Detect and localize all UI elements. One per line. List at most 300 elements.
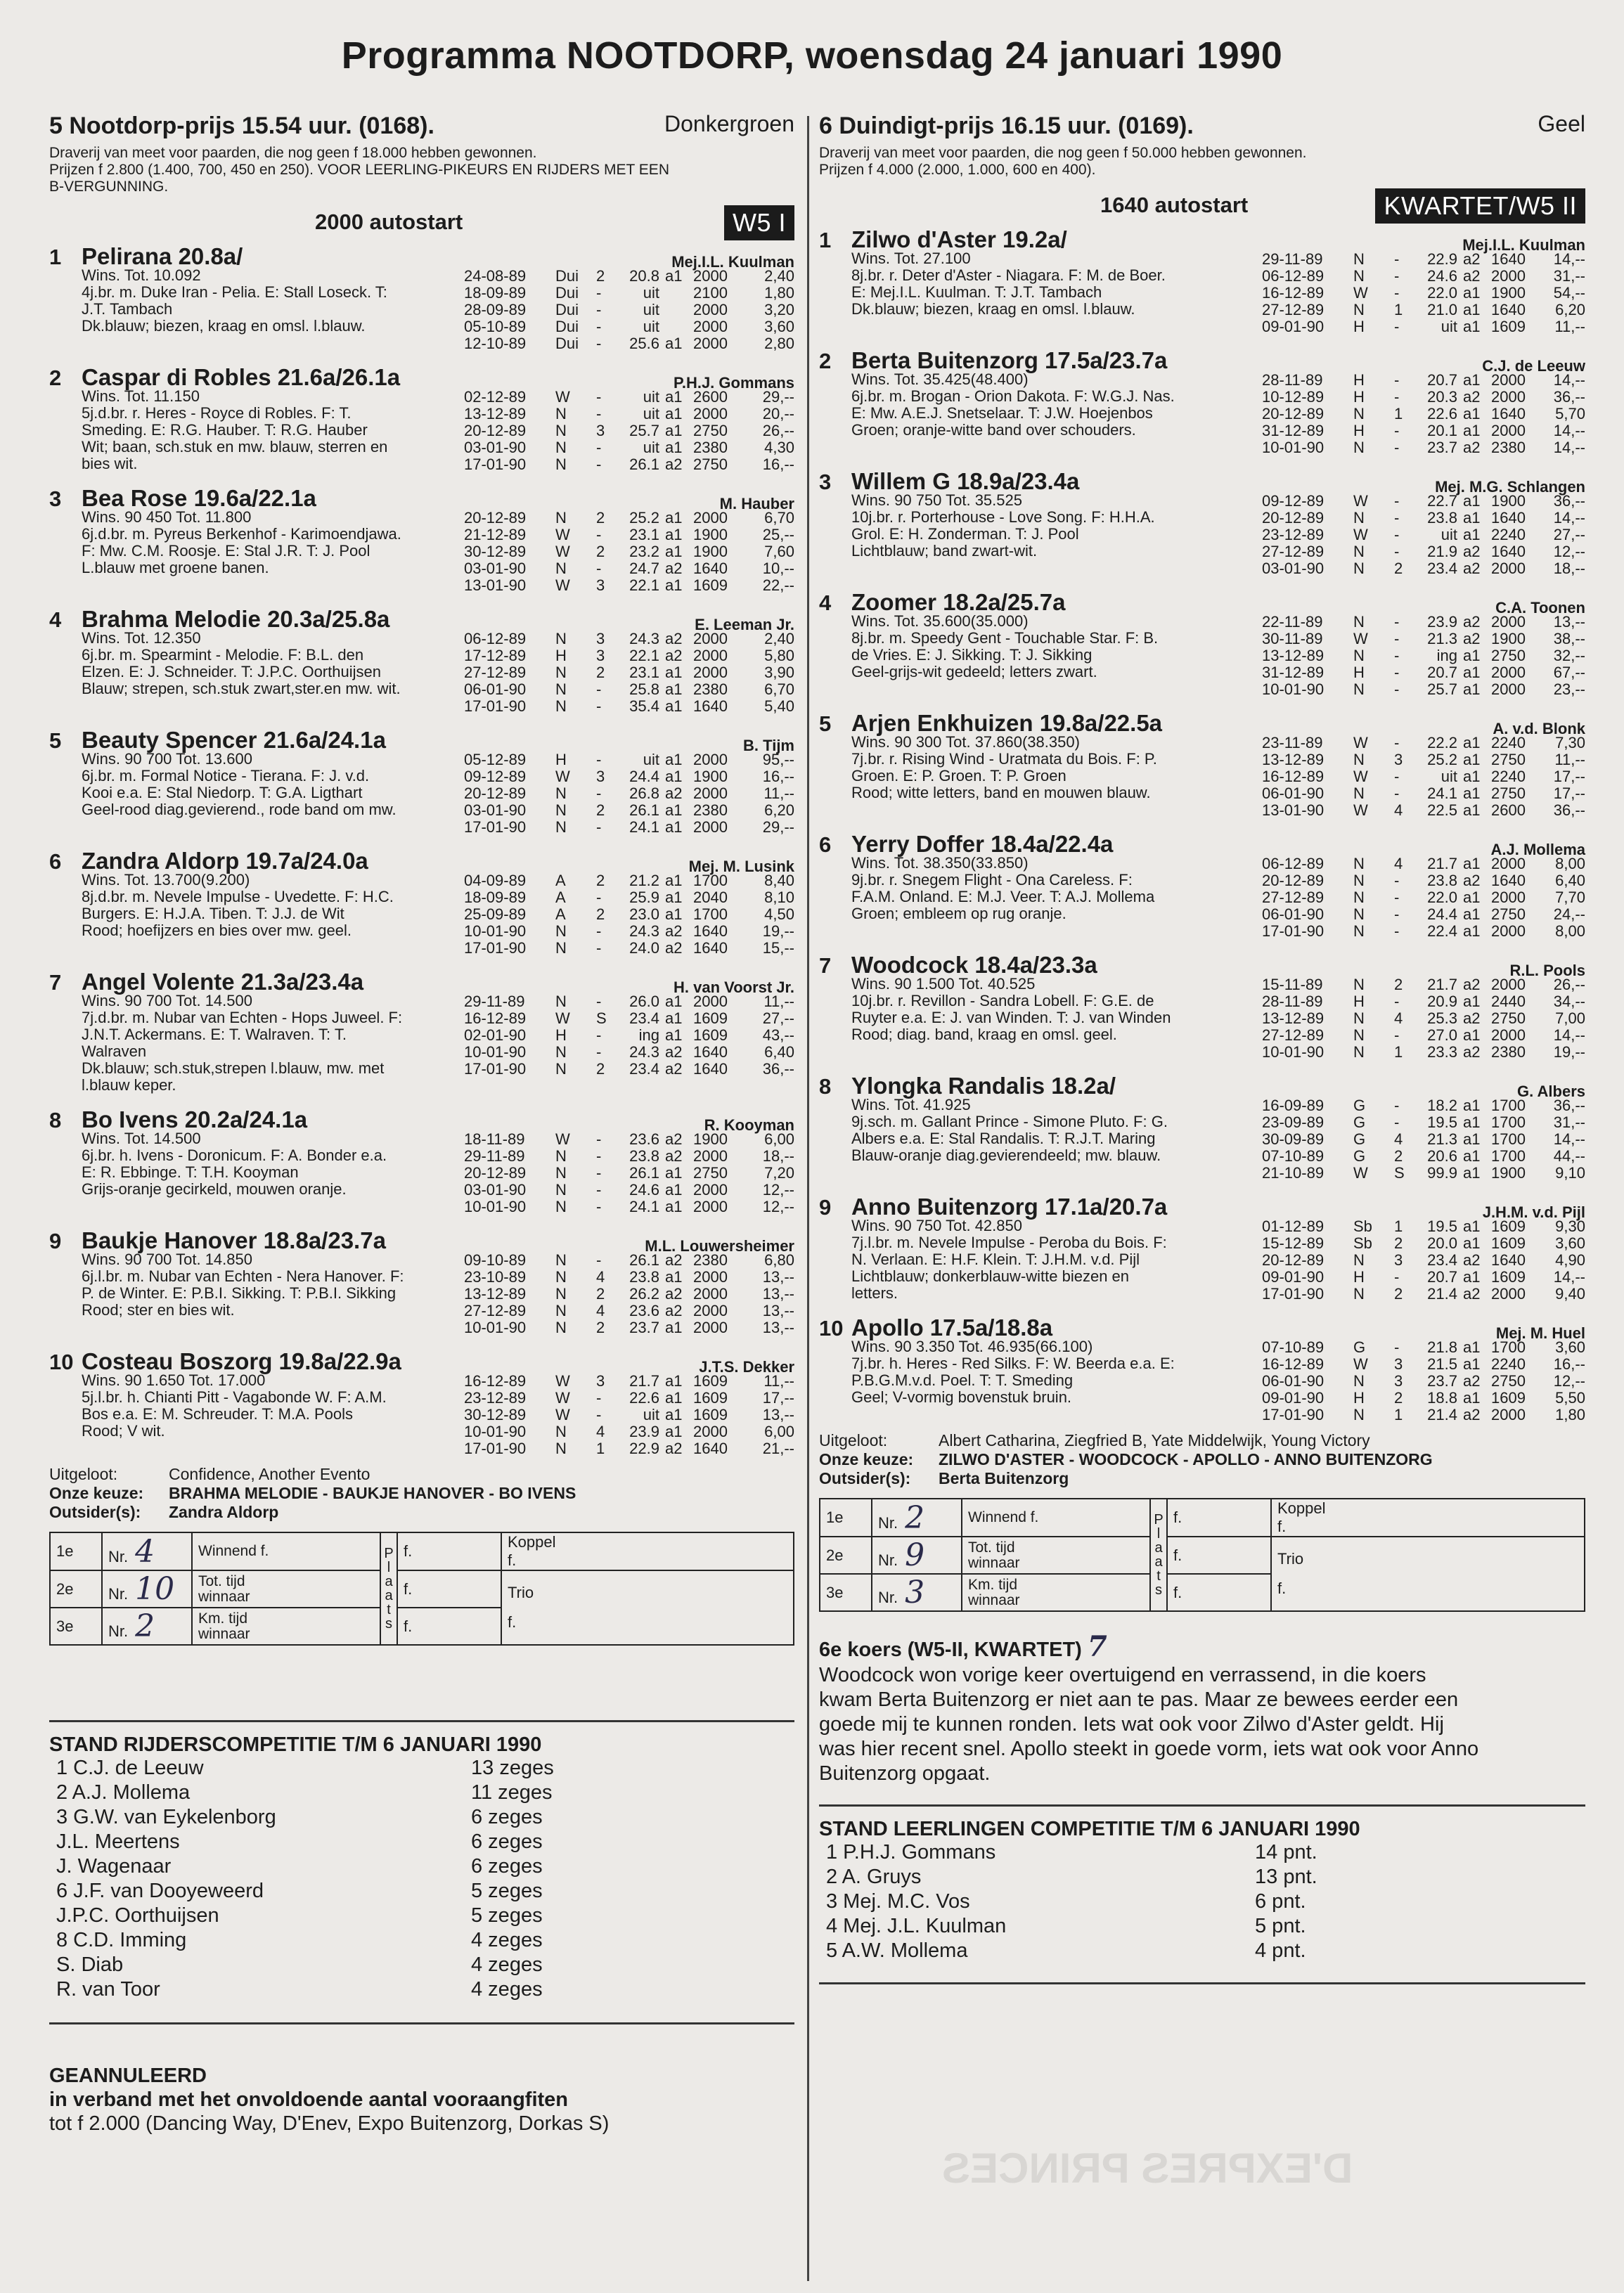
horse-desc-line: 7j.br. r. Rising Wind - Uratmata du Bois. F: P. (851, 751, 1157, 768)
perf-start: a2 (665, 456, 683, 473)
perf-place: 2 (596, 872, 605, 889)
perf-time: 21.0 (1427, 301, 1457, 318)
horse-description (851, 855, 1245, 922)
horse-name: Zandra Aldorp 19.7a/24.0a (82, 848, 368, 874)
perf-distance: 2380 (693, 1251, 728, 1269)
koppel-amount: f. (1277, 1518, 1287, 1535)
perf-odds: 17,-- (1553, 768, 1585, 785)
horse-desc-line: l.blauw keper. (82, 1077, 176, 1094)
result-label-cell (192, 1570, 380, 1608)
perf-place: 2 (1394, 976, 1403, 993)
perf-place: 2 (1394, 560, 1403, 577)
perf-distance: 2750 (1491, 1009, 1526, 1027)
perf-start: a1 (1463, 647, 1481, 664)
perf-track: N (1353, 1043, 1365, 1061)
horse-driver: Mej. M.G. Schlangen (1435, 478, 1585, 496)
perf-start: a2 (665, 630, 683, 647)
race-distance: 2000 autostart (315, 209, 463, 234)
trio-label: Trio (508, 1584, 534, 1601)
performance-row (464, 526, 794, 543)
performance-row (464, 267, 794, 284)
perf-track: N (1353, 301, 1365, 318)
perf-start: a1 (665, 526, 683, 543)
horse-description (82, 509, 475, 576)
perf-track: N (1353, 267, 1365, 285)
perf-place: - (596, 784, 602, 802)
perf-place: - (596, 456, 602, 473)
perf-odds: 5,70 (1555, 405, 1585, 422)
horse-desc-line: F: Mw. C.M. Roosje. E: Stal J.R. T: J. Pool (82, 543, 370, 560)
performance-row (464, 697, 794, 714)
perf-place: - (1394, 922, 1400, 940)
perf-odds: 2,80 (764, 335, 794, 352)
perf-time: 19.5 (1427, 1217, 1457, 1235)
performance-row (1262, 613, 1585, 630)
perf-place: 1 (1394, 1406, 1403, 1423)
perf-track: W (555, 543, 570, 560)
perf-start: a2 (1463, 613, 1481, 631)
perf-start: a1 (1463, 422, 1481, 439)
perf-track: N (555, 664, 567, 681)
horse-entry (49, 239, 794, 353)
performance-row (464, 439, 794, 456)
perf-date: 13-12-89 (464, 405, 527, 422)
result-table-wrap (819, 1498, 1585, 1612)
performance-table (464, 1372, 794, 1456)
horse-name: Apollo 17.5a/18.8a (851, 1315, 1053, 1341)
horse-body (49, 630, 794, 716)
race-title: 5 Nootdorp-prijs 15.54 uur. (0168). (49, 112, 434, 139)
geannuleerd-reason: in verband met het onvoldoende aantal vooraangfiten (49, 2088, 568, 2111)
stand-name: 1 P.H.J. Gommans (826, 1841, 996, 1864)
perf-track: Dui (555, 301, 579, 318)
horse-description (82, 751, 475, 818)
perf-date: 16-12-89 (1262, 768, 1325, 785)
perf-track: H (1353, 371, 1365, 389)
perf-track: Dui (555, 335, 579, 352)
perf-place: 3 (596, 630, 605, 647)
perf-track: N (555, 405, 567, 422)
perf-date: 20-12-89 (464, 509, 527, 527)
perf-time: 25.3 (1427, 1009, 1457, 1027)
perf-start: a1 (1463, 855, 1481, 872)
perf-date: 13-12-89 (1262, 1009, 1325, 1027)
horse-number: 6 (49, 849, 62, 874)
perf-track: N (1353, 647, 1365, 664)
horse-driver: R. Kooyman (704, 1116, 794, 1134)
performance-row (1262, 1389, 1585, 1406)
perf-distance: 1700 (1491, 1147, 1526, 1165)
stand-row (49, 1929, 794, 1953)
horse-description (82, 872, 475, 939)
preview-line: kwam Berta Buitenzorg er niet aan te pas. Maar ze bewees eerder een (819, 1688, 1459, 1711)
perf-time: 24.4 (1427, 905, 1457, 923)
performance-row (464, 422, 794, 439)
perf-place: - (596, 818, 602, 836)
perf-start: a1 (665, 889, 683, 906)
horse-description (82, 1130, 475, 1198)
perf-odds: 23,-- (1553, 680, 1585, 698)
perf-place: - (596, 335, 602, 352)
perf-track: W (555, 526, 570, 543)
perf-odds: 1,80 (764, 284, 794, 302)
perf-track: N (1353, 1372, 1365, 1390)
perf-track: N (1353, 872, 1365, 889)
perf-distance: 1609 (1491, 1234, 1526, 1252)
perf-odds: 7,30 (1555, 734, 1585, 751)
perf-time: 24.3 (629, 922, 659, 940)
perf-date: 06-12-89 (1262, 855, 1325, 872)
perf-time: 25.6 (629, 335, 659, 352)
perf-track: N (1353, 889, 1365, 906)
perf-track: N (555, 1285, 567, 1303)
performance-row (1262, 751, 1585, 768)
perf-distance: 2000 (693, 1423, 728, 1440)
stand-name: J.L. Meertens (56, 1830, 180, 1853)
handwritten-number: 9 (905, 1537, 925, 1573)
horse-description (82, 267, 475, 335)
perf-distance: 1609 (693, 1406, 728, 1423)
perf-track: N (555, 1423, 567, 1440)
horse-desc-line: 6j.l.br. m. Nubar van Echten - Nera Hanover. F: (82, 1268, 404, 1285)
performance-row (464, 818, 794, 835)
performance-row (1262, 388, 1585, 405)
performance-row (464, 1268, 794, 1285)
performance-row (464, 1164, 794, 1181)
perf-distance: 2240 (1491, 526, 1526, 543)
stand-rijders-list (49, 1757, 794, 2003)
horse-description (851, 976, 1245, 1043)
perf-date: 13-12-89 (1262, 647, 1325, 664)
perf-date: 13-01-90 (464, 576, 527, 594)
stand-name: 6 J.F. van Dooyeweerd (56, 1880, 264, 1902)
perf-date: 23-12-89 (1262, 526, 1325, 543)
horse-body (49, 1372, 794, 1458)
perf-distance: 1640 (693, 922, 728, 940)
perf-track: A (555, 905, 566, 923)
perf-time: 23.4 (1427, 560, 1457, 577)
horse-desc-line: Wins. 90 750 Tot. 35.525 (851, 492, 1022, 509)
perf-track: N (555, 1147, 567, 1165)
perf-date: 25-09-89 (464, 905, 527, 923)
performance-row (464, 509, 794, 526)
perf-place: 2 (596, 509, 605, 527)
perf-track: N (555, 939, 567, 957)
perf-start: a1 (1463, 905, 1481, 923)
stand-row (819, 1915, 1585, 1939)
performance-row (464, 543, 794, 560)
performance-row (1262, 993, 1585, 1009)
perf-date: 17-01-90 (464, 1060, 527, 1078)
perf-odds: 11,-- (1554, 318, 1585, 335)
perf-track: N (555, 439, 567, 456)
performance-row (464, 922, 794, 939)
perf-date: 16-12-89 (464, 1009, 527, 1027)
perf-start: a1 (665, 905, 683, 923)
performance-row (464, 1026, 794, 1043)
perf-track: N (1353, 613, 1365, 631)
plaats-letter: l (1156, 1526, 1161, 1542)
perf-odds: 43,-- (762, 1026, 794, 1044)
horse-desc-line: 10j.br. r. Revillon - Sandra Lobell. F: G.E. de (851, 993, 1154, 1009)
perf-distance: 1900 (1491, 630, 1526, 647)
stand-row (49, 1806, 794, 1830)
perf-distance: 2000 (693, 405, 728, 422)
horse-number: 2 (49, 366, 62, 390)
stand-name: 8 C.D. Imming (56, 1929, 187, 1951)
perf-distance: 2240 (1491, 768, 1526, 785)
performance-table (1262, 1338, 1585, 1423)
perf-track: N (555, 1198, 567, 1215)
perf-track: H (1353, 318, 1365, 335)
horse-header (819, 1068, 1585, 1100)
perf-date: 21-12-89 (464, 526, 527, 543)
horse-desc-line: Rood; witte letters, band en mouwen blauw. (851, 784, 1151, 801)
stand-row (819, 1841, 1585, 1866)
perf-odds: 29,-- (762, 818, 794, 836)
perf-date: 06-01-90 (464, 680, 527, 698)
perf-place: 2 (596, 905, 605, 923)
horse-body (819, 976, 1585, 1061)
perf-odds: 14,-- (1553, 509, 1585, 527)
perf-track: G (1353, 1338, 1366, 1356)
horse-desc-line: Burgers. E: H.J.A. Tiben. T: J.J. de Wit (82, 905, 344, 922)
condition-line: Draverij van meet voor paarden, die nog geen f 18.000 hebben gewonnen. (49, 145, 537, 161)
perf-start: a1 (665, 872, 683, 889)
perf-start: a1 (1463, 284, 1481, 302)
performance-row (464, 1130, 794, 1147)
performance-row (1262, 560, 1585, 576)
perf-odds: 5,50 (1555, 1389, 1585, 1407)
horse-desc-line: Rood; hoefijzers en bies over mw. geel. (82, 922, 352, 939)
stand-score: 6 zeges (471, 1855, 543, 1878)
perf-date: 30-12-89 (464, 543, 527, 560)
perf-time: 25.8 (629, 680, 659, 698)
horse-number: 10 (819, 1316, 844, 1341)
horse-number: 8 (49, 1108, 62, 1132)
perf-place: 2 (596, 543, 605, 560)
perf-time: 99.9 (1427, 1164, 1457, 1182)
horse-name: Ylongka Randalis 18.2a/ (851, 1073, 1116, 1099)
perf-date: 06-01-90 (1262, 905, 1325, 923)
perf-place: - (596, 388, 602, 406)
horse-desc-line: 5j.d.br. r. Heres - Royce di Robles. F: T. (82, 405, 352, 422)
perf-distance: 2000 (693, 267, 728, 285)
perf-track: G (1353, 1147, 1366, 1165)
perf-distance: 2000 (1491, 1026, 1526, 1044)
perf-odds: 67,-- (1553, 664, 1585, 681)
perf-date: 31-12-89 (1262, 422, 1325, 439)
perf-distance: 2100 (693, 284, 728, 302)
horse-desc-line: Wins. 90 300 Tot. 37.860(38.350) (851, 734, 1080, 751)
perf-distance: 1900 (693, 768, 728, 785)
perf-date: 20-12-89 (464, 422, 527, 439)
stand-rijders-title: STAND RIJDERSCOMPETITIE T/M 6 JANUARI 1990 (49, 1733, 542, 1756)
perf-date: 10-01-90 (464, 1423, 527, 1440)
perf-time: uit (643, 318, 659, 335)
perf-distance: 2000 (1491, 922, 1526, 940)
perf-date: 20-12-89 (1262, 509, 1325, 527)
stand-name: 1 C.J. de Leeuw (56, 1757, 204, 1779)
result-label: Tot. tijd (198, 1572, 245, 1589)
perf-date: 09-01-90 (1262, 1389, 1325, 1407)
perf-time: 25.2 (629, 509, 659, 527)
result-label: Winnend f. (968, 1509, 1039, 1525)
perf-date: 20-12-89 (464, 1164, 527, 1182)
trio-amount: f. (508, 1613, 517, 1631)
perf-odds: 9,10 (1555, 1164, 1585, 1182)
stand-row (49, 1781, 794, 1806)
perf-start: a1 (1463, 801, 1481, 819)
perf-date: 27-12-89 (1262, 301, 1325, 318)
perf-place: - (1394, 872, 1400, 889)
perf-time: 21.7 (1427, 976, 1457, 993)
horse-driver: Mej.I.L. Kuulman (671, 253, 794, 271)
stand-name: 4 Mej. J.L. Kuulman (826, 1915, 1007, 1937)
stand-name: 2 A. Gruys (826, 1866, 922, 1888)
stand-score: 11 zeges (471, 1781, 553, 1804)
plaats-amount: f. (1167, 1499, 1271, 1537)
perf-time: 23.8 (1427, 872, 1457, 889)
horse-number: 6 (819, 832, 832, 857)
perf-start: a2 (665, 1302, 683, 1319)
perf-date: 02-01-90 (464, 1026, 527, 1044)
stand-score: 4 zeges (471, 1978, 543, 2001)
perf-time: 22.1 (629, 647, 659, 664)
horse-desc-line: Lichtblauw; band zwart-wit. (851, 543, 1038, 560)
stand-name: 5 A.W. Mollema (826, 1939, 968, 1962)
horse-header (819, 464, 1585, 496)
performance-row (464, 872, 794, 889)
nr-label: Nr. (878, 1551, 898, 1569)
performance-row (1262, 1009, 1585, 1026)
perf-time: 26.1 (629, 1164, 659, 1182)
perf-odds: 6,80 (764, 1251, 794, 1269)
perf-date: 17-01-90 (1262, 1285, 1325, 1303)
perf-time: 23.9 (1427, 613, 1457, 631)
horse-name: Willem G 18.9a/23.4a (851, 468, 1080, 494)
performance-row (1262, 872, 1585, 889)
perf-track: N (555, 680, 567, 698)
horse-body (819, 1338, 1585, 1424)
perf-track: N (555, 993, 567, 1010)
perf-track: W (555, 1406, 570, 1423)
perf-track: N (1353, 560, 1365, 577)
perf-start: a2 (665, 560, 683, 577)
divider (49, 2022, 794, 2024)
stand-row (49, 1880, 794, 1904)
perf-start: a1 (1463, 734, 1481, 751)
perf-start: a1 (1463, 1234, 1481, 1252)
performance-row (1262, 1097, 1585, 1113)
horse-driver: Mej.I.L. Kuulman (1462, 236, 1585, 254)
perf-time: 24.3 (629, 630, 659, 647)
perf-distance: 2040 (693, 889, 728, 906)
perf-start: a1 (1463, 1026, 1481, 1044)
horse-desc-line: 9j.sch. m. Gallant Prince - Simone Pluto. F: G. (851, 1113, 1168, 1130)
perf-track: H (1353, 1268, 1365, 1286)
perf-date: 09-12-89 (1262, 492, 1325, 510)
perf-place: 2 (596, 664, 605, 681)
perf-start: a2 (1463, 560, 1481, 577)
result-position: 1e (820, 1499, 872, 1537)
horse-desc-line: Wins. Tot. 14.500 (82, 1130, 201, 1147)
horse-driver: R.L. Pools (1509, 962, 1585, 979)
perf-track: H (1353, 664, 1365, 681)
perf-distance: 1900 (1491, 284, 1526, 302)
horse-entry (819, 222, 1585, 336)
perf-start: a1 (665, 422, 683, 439)
perf-start: a2 (665, 1043, 683, 1061)
perf-odds: 3,60 (1555, 1234, 1585, 1252)
stand-row (49, 1978, 794, 2003)
horse-driver: M.L. Louwersheimer (645, 1237, 794, 1255)
perf-track: H (1353, 1389, 1365, 1407)
horse-desc-line: Wins. Tot. 27.100 (851, 250, 971, 267)
perf-date: 09-10-89 (464, 1251, 527, 1269)
performance-row (1262, 784, 1585, 801)
perf-place: - (596, 1198, 602, 1215)
stand-score: 13 pnt. (1255, 1866, 1317, 1888)
perf-place: - (1394, 267, 1400, 285)
perf-date: 17-01-90 (1262, 922, 1325, 940)
horse-desc-line: Groen; oranje-witte band over schouders. (851, 422, 1136, 439)
perf-track: Dui (555, 284, 579, 302)
perf-odds: 20,-- (762, 405, 794, 422)
horse-entry (49, 723, 794, 837)
perf-start: a1 (665, 1268, 683, 1286)
perf-place: 3 (596, 1372, 605, 1390)
perf-date: 03-01-90 (464, 1181, 527, 1199)
perf-distance: 2750 (693, 422, 728, 439)
perf-distance: 1609 (693, 1026, 728, 1044)
perf-date: 16-12-89 (1262, 284, 1325, 302)
horse-entry (819, 827, 1585, 941)
horse-number: 8 (819, 1074, 832, 1099)
perf-odds: 14,-- (1553, 1130, 1585, 1148)
result-label: Km. tijd (198, 1610, 248, 1627)
perf-track: N (555, 560, 567, 577)
horse-name: Bea Rose 19.6a/22.1a (82, 485, 316, 511)
perf-distance: 2380 (1491, 439, 1526, 456)
perf-distance: 2750 (693, 1164, 728, 1182)
perf-distance: 2750 (693, 456, 728, 473)
perf-odds: 27,-- (762, 1009, 794, 1027)
horse-body (49, 1130, 794, 1216)
perf-distance: 2000 (693, 1268, 728, 1286)
horse-body (49, 267, 794, 353)
perf-time: ing (638, 1026, 659, 1044)
race-colour: Donkergroen (664, 111, 794, 136)
perf-odds: 14,-- (1553, 371, 1585, 389)
performance-row (464, 456, 794, 472)
perf-date: 05-10-89 (464, 318, 527, 335)
perf-track: N (1353, 250, 1365, 268)
horse-desc-line: Wins. Tot. 13.700(9.200) (82, 872, 250, 889)
horse-description (851, 492, 1245, 560)
perf-start: a1 (1463, 751, 1481, 768)
perf-time: 22.9 (629, 1440, 659, 1457)
plaats-letter: a (1154, 1554, 1163, 1570)
performance-row (1262, 405, 1585, 422)
horse-number: 1 (49, 245, 62, 269)
perf-distance: 2000 (693, 301, 728, 318)
condition-line: Prijzen f 2.800 (1.400, 700, 450 en 250). VOOR LEERLING-PIKEURS EN RIJDERS MET EEN (49, 162, 669, 178)
perf-distance: 2000 (693, 1181, 728, 1199)
horse-driver: C.J. de Leeuw (1482, 357, 1585, 375)
perf-distance: 2750 (1491, 784, 1526, 802)
perf-odds: 36,-- (1553, 1097, 1585, 1114)
